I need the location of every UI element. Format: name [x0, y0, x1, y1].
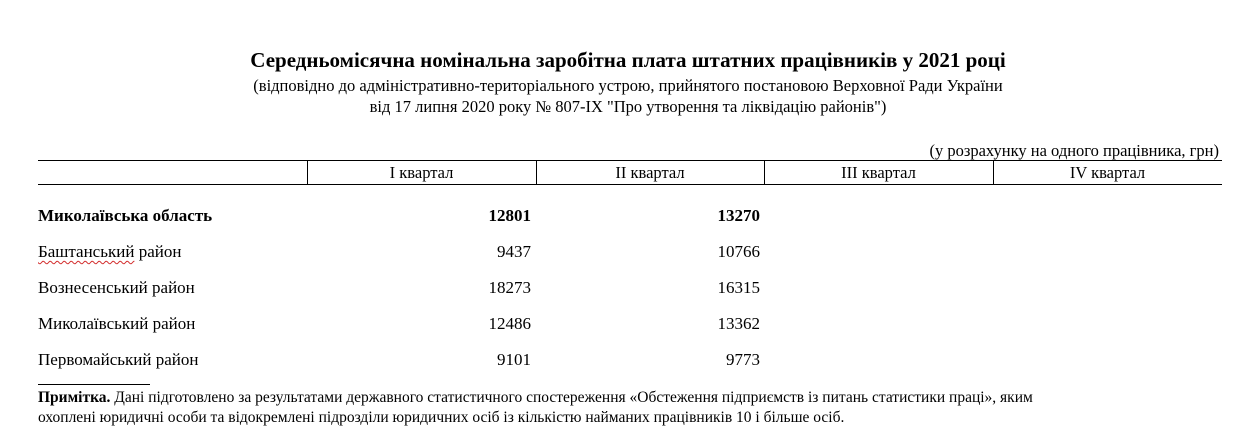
column-header-q3: ІІІ квартал: [841, 163, 916, 182]
q2-value: 10766: [717, 242, 760, 261]
document-subtitle-line-2: від 17 липня 2020 року № 807-ІХ "Про утворення та ліквідацію районів"): [369, 97, 887, 116]
footnote-text-1: Дані підготовлено за результатами державного статистичного спостереження «Обстеження підприємств із питань статистики праці», яким: [110, 389, 1033, 406]
footnote: [38, 388, 1228, 428]
footnote-separator: [38, 384, 150, 385]
q2-value: 9773: [726, 350, 760, 369]
row-label-suffix: район: [134, 242, 182, 261]
q1-value: 9101: [497, 350, 531, 369]
q2-value: 16315: [717, 278, 760, 297]
column-header-q2: ІІ квартал: [615, 163, 685, 182]
document-subtitle-line-1: (відповідно до адміністративно-територіального устрою, прийнятого постановою Верховної Ради України: [253, 76, 1003, 95]
footnote-label: Примітка.: [38, 389, 111, 406]
row-label: Миколаївський район: [38, 314, 196, 333]
q1-value: 18273: [488, 278, 531, 297]
q1-value: 12801: [488, 206, 531, 225]
table-row: [0, 306, 1250, 342]
q1-value: 12486: [488, 314, 531, 333]
footnote-line-1: [38, 388, 1228, 408]
column-header-q4: ІV квартал: [1069, 163, 1146, 182]
row-label: Вознесенський район: [38, 278, 195, 297]
table-row: [0, 342, 1250, 378]
units-note: (у розрахунку на одного працівника, грн): [929, 141, 1219, 160]
document-title: Середньомісячна номінальна заробітна плата штатних працівників у 2021 році: [250, 48, 1006, 72]
q2-value: 13362: [717, 314, 760, 333]
row-label: [38, 234, 181, 270]
table-row: [0, 270, 1250, 306]
q2-value: 13270: [717, 206, 760, 225]
q1-value: 9437: [497, 242, 531, 261]
table-row: [0, 234, 1250, 270]
row-label: Миколаївська область: [38, 206, 213, 225]
table-header-bottom-rule: [38, 184, 1222, 185]
spellcheck-marked-word: Баштанський: [38, 242, 135, 261]
table-row: [0, 198, 1250, 234]
table-top-rule: [38, 160, 1222, 161]
column-header-q1: І квартал: [389, 163, 454, 182]
footnote-line-2: охоплені юридичні особи та відокремлені підрозділи юридичних осіб із кількістю найманих працівників 10 і більше осіб.: [38, 409, 845, 426]
row-label: Первомайський район: [38, 350, 199, 369]
